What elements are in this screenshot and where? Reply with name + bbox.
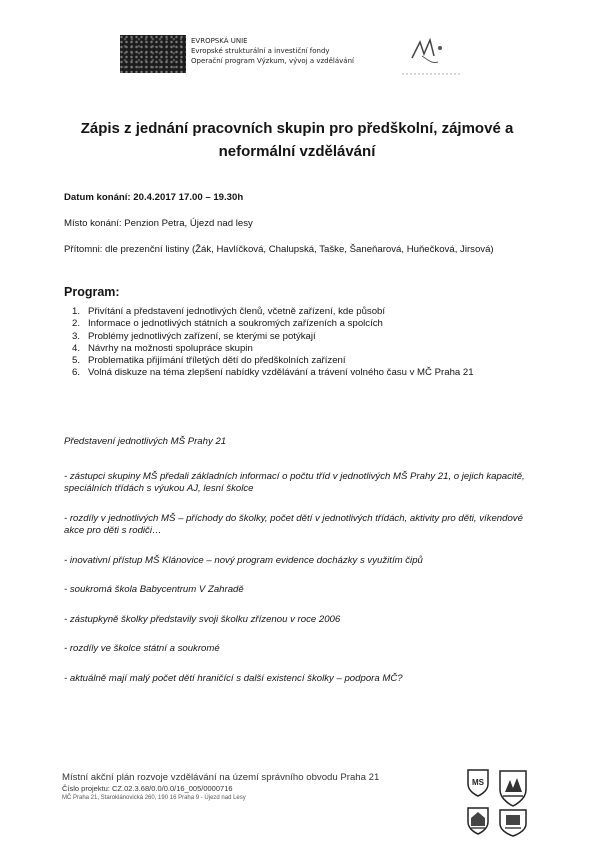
document-title [40,117,554,163]
note-item: - inovativní přístup MŠ Klánovice – nový program evidence docházky s využitím čipů [64,554,423,566]
meeting-notes [64,436,536,702]
footer-project-number: Číslo projektu: CZ.02.3.68/0.0/0.0/16_005/0000716 [62,784,233,793]
page-footer [62,772,379,803]
note-item: - zástupkyně školky představily svoji školku zřízenou v roce 2006 [64,613,341,625]
agenda-item [64,306,534,318]
meeting-date [64,191,243,205]
eu-flag-icon [120,35,186,73]
ms-crest-icon [466,768,490,798]
eu-line: Operační program Výzkum, vývoj a vzdělávání [191,57,354,65]
notes-section-title: Představení jednotlivých MŠ Prahy 21 [64,436,227,447]
agenda-item [64,355,534,367]
agenda-number: 3. [72,330,81,342]
program-heading: Program: [64,285,120,299]
agenda-text: Přivítání a představení jednotlivých členů, včetně zařízení, kde působí [88,306,386,317]
attendees-label: Přítomni: [64,244,103,255]
note-item: - soukromá škola Babycentrum V Zahradě [64,584,244,595]
svg-text:MS: MS [472,778,484,787]
note-item: - rozdíly v jednotlivých MŠ – příchody do školky, počet dětí v jednotlivých třídách, aktivity pro děti, víkendové akce pro děti s rodiči… [64,512,523,536]
agenda-number: 2. [72,318,81,330]
msmt-logo [394,36,466,80]
meeting-place [64,217,253,231]
place-label: Místo konání: [64,218,122,229]
coat-of-arms-icon [466,806,490,836]
agenda-text: Návrhy na možnosti spolupráce skupin [88,342,253,354]
eu-line: Evropské strukturální a investiční fondy [191,47,330,55]
agenda-number: 1. [72,306,81,317]
note-item: - zástupci skupiny MŠ předali základních informací o počtu tříd v jednotlivých MŠ Prahy 21, o jejich kapacitě, speciálních třídách s výukou AJ, lesní školce [64,470,525,494]
eu-funding-text [191,36,354,66]
coat-of-arms-icon [497,808,529,838]
attendees-value: dle prezenční listiny (Žák, Havlíčková, Chalupská, Taške, Šaneňarová, Huňečková, Jirsová) [102,244,494,255]
agenda-item [64,343,534,355]
note-item: - aktuálně mají malý počet dětí hraničící s další existencí školky – podpora MČ? [64,672,403,684]
date-label: Datum konání: [64,192,131,203]
agenda-text: Volná diskuze na téma zlepšení nabídky vzdělávání a trávení volného času v MČ Praha 21 [88,367,474,379]
agenda-text: Problematika přijímání tříletých dětí do předškolních zařízení [88,355,346,367]
footer-address: MČ Praha 21, Staroklánovická 260, 190 16 Praha 9 - Újezd nad Lesy [62,795,246,801]
agenda-text: Informace o jednotlivých státních a soukromých zařízeních a spolcích [88,318,383,330]
agenda-item [64,367,534,379]
title-line-2: neformální vzdělávání [218,143,376,160]
note-item: - rozdíly ve školce státní a soukromé [64,643,220,654]
place-value: Penzion Petra, Újezd nad lesy [121,218,253,229]
agenda-item [64,318,534,330]
agenda-number: 5. [72,355,81,367]
eu-line: EVROPSKÁ UNIE [191,37,248,45]
agenda-text: Problémy jednotlivých zařízení, se kterými se potýkají [88,330,316,342]
agenda-item [64,331,534,343]
date-value: 20.4.2017 17.00 – 19.30h [130,192,244,203]
agenda-number: 4. [72,342,81,354]
praha21-crest-icon [497,768,529,808]
agenda-list [64,306,534,380]
meeting-attendees [64,243,534,257]
title-line-1: Zápis z jednání pracovních skupin pro předškolní, zájmové a [80,120,514,137]
footer-project-name: Místní akční plán rozvoje vzdělávání na území správního obvodu Praha 21 [62,772,380,783]
agenda-number: 6. [72,367,81,379]
